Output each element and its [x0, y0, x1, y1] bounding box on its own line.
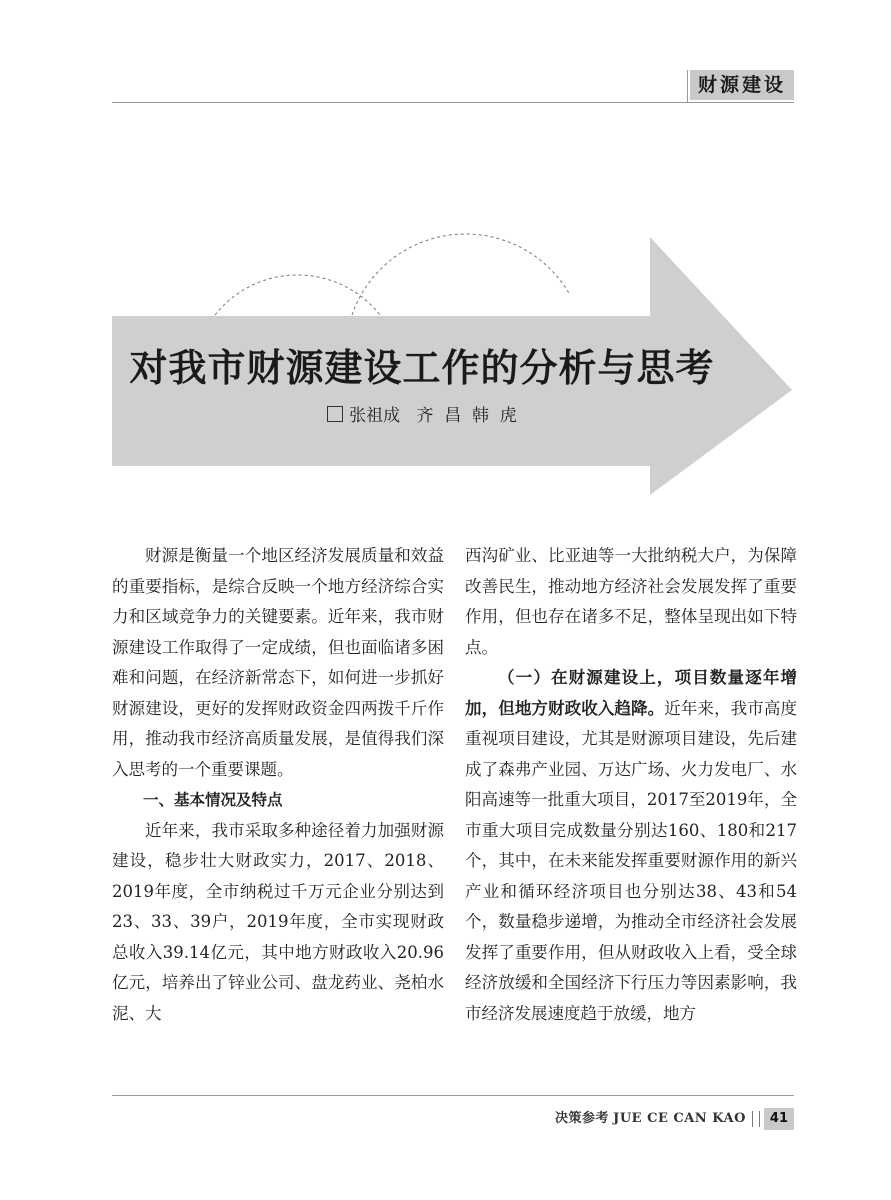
- page-footer: [555, 1108, 794, 1130]
- author-names: 张祖成 齐 昌 韩 虎: [349, 406, 517, 426]
- subsection-1: [465, 663, 797, 1029]
- dotted-arc-right: [352, 234, 570, 315]
- footer-divider: [752, 1111, 760, 1127]
- paragraph-2-continued: 西沟矿业、比亚迪等一大批纳税大户，为保障改善民生，推动地方经济社会发展发挥了重要作用，但也存在诸多不足，整体呈现出如下特点。: [465, 546, 797, 657]
- journal-name-cn: 决策参考: [555, 1111, 610, 1126]
- paragraph-2: 近年来，我市采取多种途径着力加强财源建设，稳步壮大财政实力，2017、2018、2019年度，全市纳税过千万元企业分别达到23、33、39户，2019年度，全市实现财政总收入39.14亿元，其中地方财政收入20.96亿元，培养出了锌业公司、盘龙药业、尧柏水泥、大: [112, 820, 444, 1023]
- right-column: [465, 541, 797, 1029]
- footer-rule: [112, 1095, 794, 1096]
- left-column: [112, 541, 444, 1029]
- journal-name-en: JUE CE CAN KAO: [613, 1111, 746, 1126]
- dotted-arc-left: [215, 275, 380, 315]
- subsection-1-text: 近年来，我市高度重视项目建设，尤其是财源项目建设，先后建成了森弗产业园、万达广场、火力发电厂、水阳高速等一批重大项目，2017至2019年，全市重大项目完成数量分别达160、180和217个，其中，在未来能发挥重要财源作用的新兴产业和循环经济项目也分别达38、43和54个，数量稳步递增，为推动全市经济社会发展发挥了重要作用，但从财政收入上看，受全球经济放缓和全国经济下行压力等因素影响，我市经济发展速度趋于放缓，地方: [465, 698, 798, 1023]
- page-number: 41: [764, 1108, 794, 1130]
- subsection-1-lead: （一）在财源建设上，项目数量逐年增加，但地方财政收入趋降。: [465, 668, 797, 718]
- intro-paragraph: 财源是衡量一个地区经济发展质量和效益的重要指标，是综合反映一个地方经济综合实力和区域竞争力的关键要素。近年来，我市财源建设工作取得了一定成绩，但也面临诸多困难和问题，在经济新常态下，如何进一步抓好财源建设，更好的发挥财政资金四两拨千斤作用，推动我市经济高质量发展，是值得我们深入思考的一个重要课题。: [112, 546, 444, 779]
- article-authors: [112, 402, 732, 430]
- section-heading-1: 一、基本情况及特点: [143, 791, 283, 809]
- title-banner: [0, 0, 891, 520]
- section-label: 财源建设: [690, 70, 794, 100]
- author-box-icon: [327, 406, 343, 422]
- article-title: 对我市财源建设工作的分析与思考: [129, 346, 715, 390]
